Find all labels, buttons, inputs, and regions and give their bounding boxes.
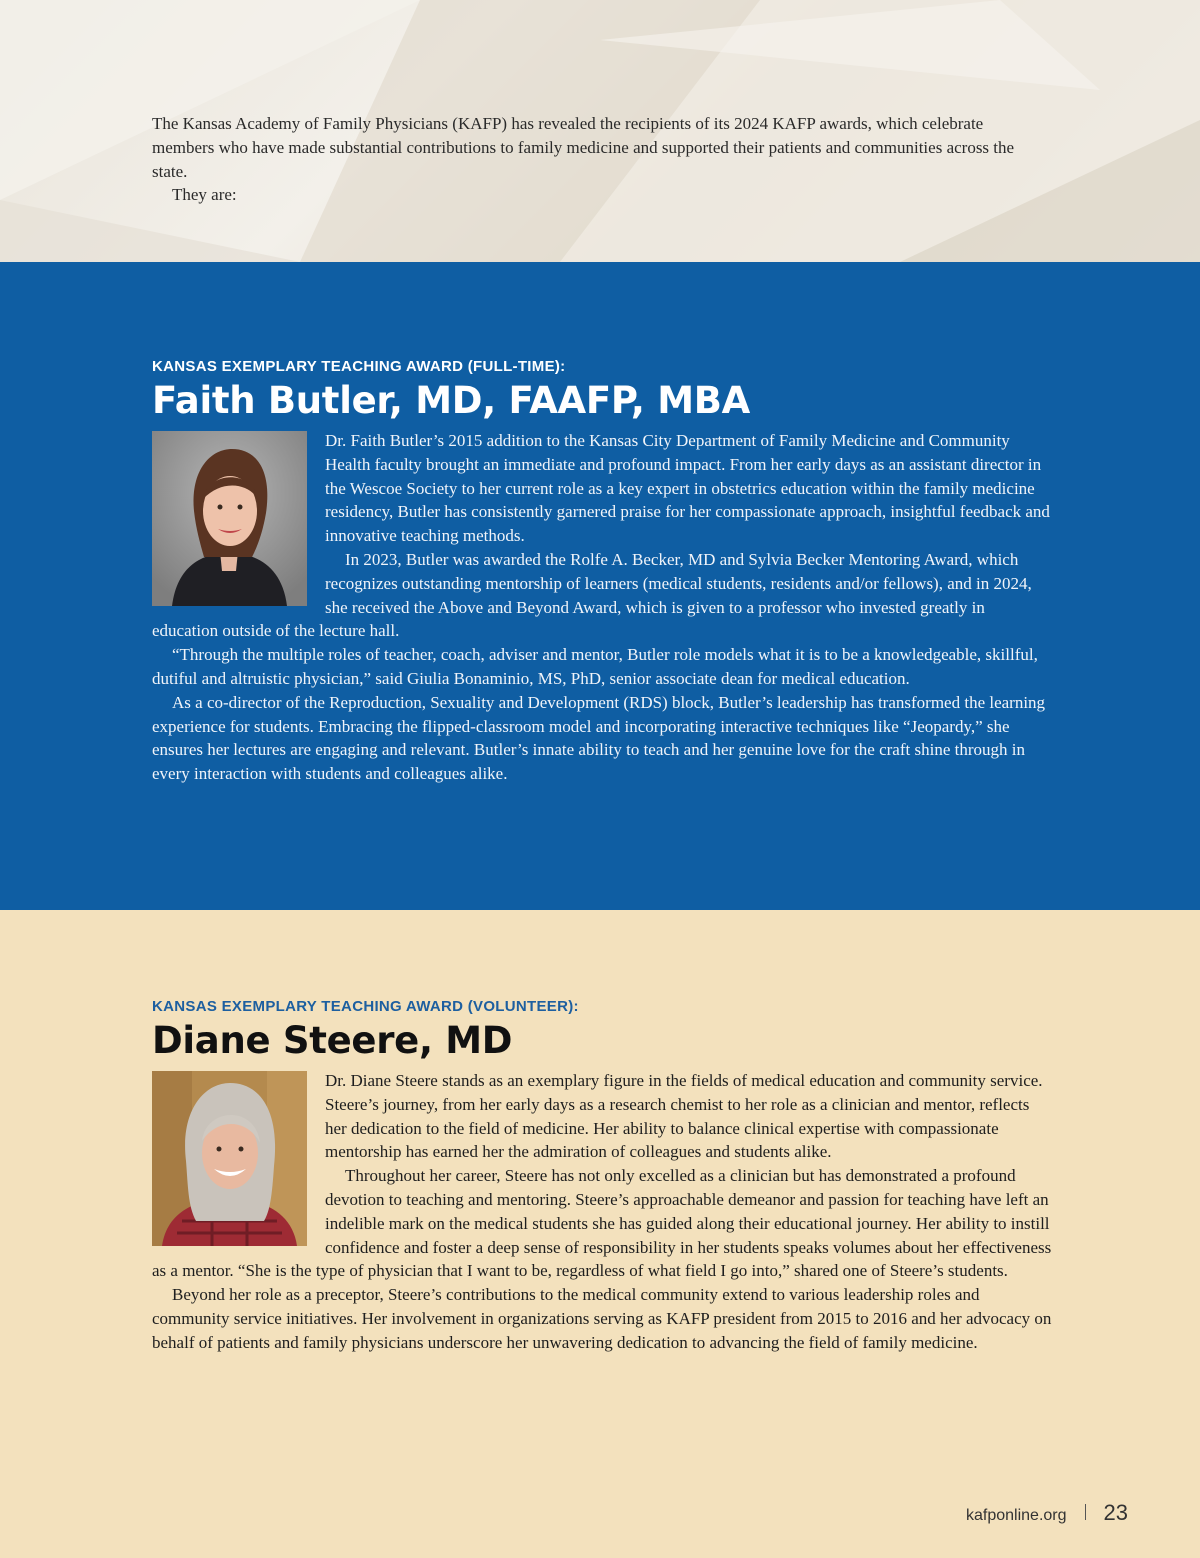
intro-band [0, 0, 1200, 262]
page-number: 23 [1103, 1500, 1128, 1525]
award-section-volunteer [0, 910, 1200, 1558]
award-paragraph: Beyond her role as a preceptor, Steere’s contributions to the medical community extend to various leadership roles and community service initiatives. Her involvement in organizations serving as KAFP president from 2015 to 2016 and her advocacy on behalf of patients and family physicians underscore her unwavering dedication to advancing the field of family medicine. [152, 1285, 1052, 1352]
recipient-name: Faith Butler, MD, FAAFP, MBA [152, 379, 750, 422]
website-link[interactable]: kafponline.org [966, 1507, 1067, 1524]
award-section-full-time [0, 262, 1200, 910]
award-body [152, 429, 1052, 786]
award-content [152, 998, 1052, 1355]
award-content [152, 358, 1052, 786]
intro-text [152, 112, 1032, 207]
intro-paragraph: The Kansas Academy of Family Physicians (KAFP) has revealed the recipients of its 2024 KAFP awards, which celebrate members who have made substantial contributions to family medicine and supported their patients and communities across the state. [152, 114, 1015, 181]
recipient-photo [152, 431, 307, 606]
award-paragraph: Dr. Diane Steere stands as an exemplary figure in the fields of medical education and community service. Steere’s journey, from her early days as a research chemist to her role as a clinician and mentor, reflects her dedication to the field of medicine. Her ability to balance clinical expertise with compassionate mentorship has earned her the admiration of colleagues and students alike. [325, 1071, 1043, 1162]
award-label: KANSAS EXEMPLARY TEACHING AWARD (VOLUNTEER): [152, 998, 579, 1015]
intro-paragraph: They are: [172, 185, 237, 205]
award-label: KANSAS EXEMPLARY TEACHING AWARD (FULL-TIME): [152, 358, 566, 375]
award-body [152, 1069, 1052, 1355]
recipient-photo [152, 1071, 307, 1246]
footer-divider [1085, 1504, 1086, 1520]
recipient-name: Diane Steere, MD [152, 1019, 513, 1062]
award-paragraph: Dr. Faith Butler’s 2015 addition to the Kansas City Department of Family Medicine and Community Health faculty brought an immediate and profound impact. From her early days as an assistant director in the Wescoe Society to her current role as a key expert in obstetrics education within the family medicine residency, Butler has consistently garnered praise for her compassionate approach, insightful feedback and innovative teaching methods. [325, 431, 1050, 546]
award-paragraph: Throughout her career, Steere has not only excelled as a clinician but has demonstrated a profound devotion to teaching and mentoring. Steere’s approachable demeanor and passion for teaching have left an indelible mark on the medical students she has guided along their educational journey. Her ability to instill confidence and foster a deep sense of responsibility in her students speaks volumes about her effectiveness as a mentor. “She is the type of physician that I want to be, regardless of what field I go into,” shared one of Steere’s students. [152, 1166, 1052, 1281]
award-paragraph: “Through the multiple roles of teacher, coach, adviser and mentor, Butler role models what it is to be a knowledgeable, skillful, dutiful and altruistic physician,” said Giulia Bonaminio, MS, PhD, senior associate dean for medical education. [152, 645, 1038, 688]
page-footer [966, 1500, 1128, 1526]
award-paragraph: As a co-director of the Reproduction, Sexuality and Development (RDS) block, Butler’s leadership has transformed the learning experience for students. Embracing the flipped-classroom model and incorporating interactive techniques like “Jeopardy,” she ensures her lectures are engaging and relevant. Butler’s innate ability to teach and her genuine love for the craft shine through in every interaction with students and colleagues alike. [152, 692, 1046, 784]
award-paragraph: In 2023, Butler was awarded the Rolfe A. Becker, MD and Sylvia Becker Mentoring Award, which recognizes outstanding mentorship of learners (medical students, residents and/or fellows), and in 2024, she received the Above and Beyond Award, which is given to a professor who invested greatly in education outside of the lecture hall. [152, 549, 1032, 641]
